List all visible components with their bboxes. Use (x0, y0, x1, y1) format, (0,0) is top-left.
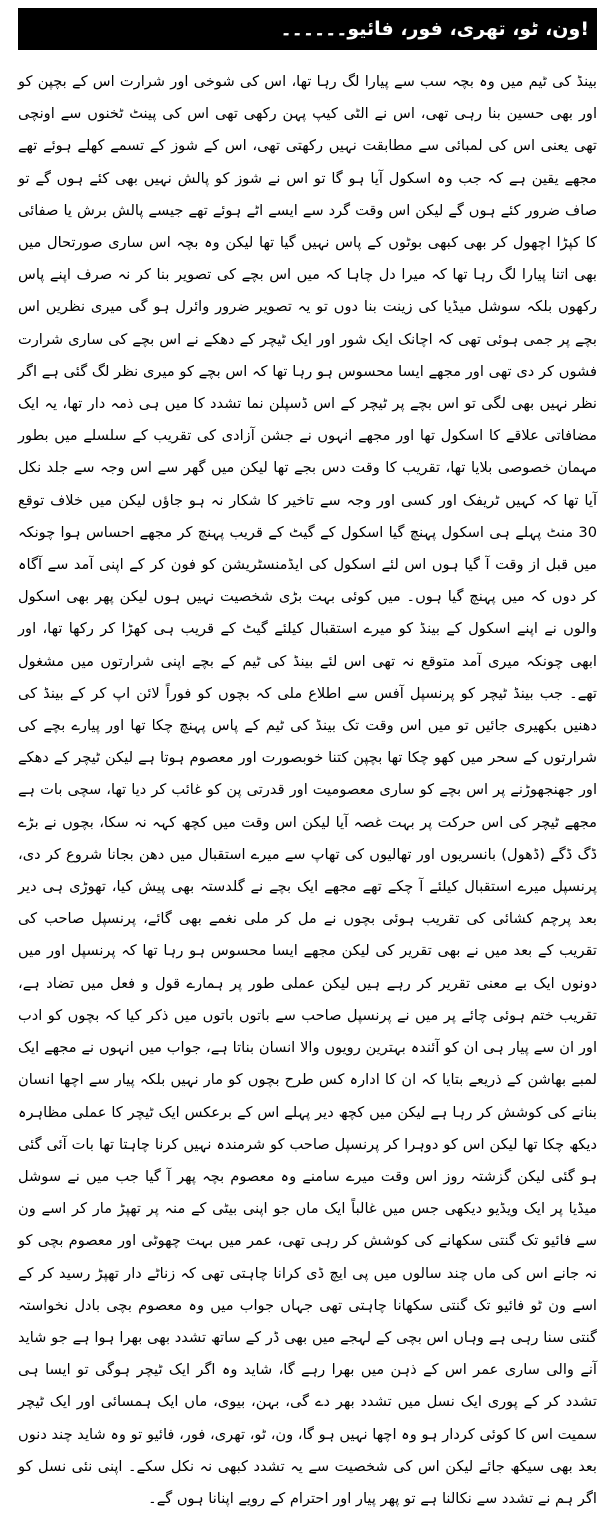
article-body (18, 66, 597, 1515)
article-paragraph: بینڈ کی ٹیم میں وہ بچہ سب سے پیارا لگ رہا تھا، اس کی شوخی اور شرارت اس کے بچپن کو اور بھی حسین بنا رہی تھی، اس نے الٹی کیپ پہن رکھی تھی اس کی پینٹ ٹخنوں سے اونچی تھی یعنی اس کی لمبائی سے مطابقت نہیں رکھتی تھی، اس کے شوز کے تسمے کھلے ہوئے تھے مجھے یقین ہے کہ جب وہ اسکول آیا ہو گا تو اس نے شوز کو پالش نہیں بھی کئے ہوں گے تو صاف ضرور کئے ہوں گے لیکن اس وقت گرد سے ایسے اٹے ہوئے تھے جیسے پالش برش یا صفائی کا کپڑا اچھول کر بھی کبھی بوٹوں کے پاس نہیں گیا تھا لیکن وہ بچہ اس ساری صورتحال میں بھی اتنا پیارا لگ رہا تھا کہ میرا دل چاہا کہ میں اس بچے کی تصویر بنا کر نہ صرف اپنے پاس رکھوں بلکہ سوشل میڈیا کی زینت بنا دوں تو یہ تصویر ضرور وائرل ہو گی میری نظریں اس بچے پر جمی ہوئی تھی کہ اچانک ایک شور اور ایک ٹیچر کے دھکے نے اس بچے کی ساری شرارت فشوں کر دی تھی اور مجھے ایسا محسوس ہو رہا تھا کہ اس بچے کو میری نظر لگ گئی ہے اگر نظر نہیں بھی لگی تو اس بچے پر ٹیچر کے اس ڈسپلن نما تشدد کا میں ہی ذمہ دار تھا، یہ ایک مضافاتی علاقے کا اسکول تھا اور مجھے انہوں نے جشن آزادی کی تقریب کے سلسلے میں بطور مہمان خصوصی بلایا تھا، تقریب کا وقت دس بجے تھا لیکن میں گھر سے اس وجہ سے جلد نکل آیا تھا کہ کہیں ٹریفک اور کسی اور وجہ سے تاخیر کا شکار نہ ہو جاؤں لیکن میں خلاف توقع 30 منٹ پہلے ہی اسکول پہنچ گیا اسکول کے گیٹ کے قریب پہنچ کر مجھے احساس ہوا چونکہ میں قبل از وقت آ گیا ہوں اس لئے اسکول کی ایڈمنسٹریشن کو فون کر کے اپنی آمد سے آگاہ کر دوں کہ میں پہنچ گیا ہوں۔ میں کوئی بہت بڑی شخصیت نہیں ہوں لیکن پھر بھی اسکول والوں نے اپنے اسکول کے بینڈ کو میرے استقبال کیلئے گیٹ کے قریب ہی کھڑا کر رکھا تھا، اور ابھی چونکہ میری آمد متوقع نہ تھی اس لئے بینڈ کی ٹیم کے بچے اپنی شرارتوں میں مشغول تھے۔ جب بینڈ ٹیچر کو پرنسپل آفس سے اطلاع ملی کہ بچوں کو فوراً لائن اپ کر کے بینڈ کی دھنیں بکھیری جائیں تو میں اس وقت تک بینڈ کی ٹیم کے پاس پہنچ چکا تھا اور پیارے بچے کی شرارتوں کے سحر میں کھو چکا تھا بچپن کتنا خوبصورت اور معصوم ہوتا ہے لیکن ٹیچر کے دھکے اور جھنجھوڑنے پر اس بچے کو ساری معصومیت اور قدرتی پن کو غائب کر دیا تھا، سچی بات ہے مجھے ٹیچر کی اس حرکت پر بہت غصہ آیا لیکن اس وقت میں کچھ کہہ نہ سکا، بچوں نے بڑے ڈگ ڈگے (ڈھول) بانسریوں اور تھالیوں کی تھاپ سے میرے استقبال میں دھن بجانا شروع کر دی، پرنسپل میرے استقبال کیلئے آ چکے تھے مجھے ایک بچے نے گلدستہ بھی پیش کیا، تھوڑی ہی دیر بعد پرچم کشائی کی تقریب ہوئی بچوں نے مل کر ملی نغمے بھی گائے، پرنسپل صاحب کی تقریب کے بعد میں نے بھی تقریر کی لیکن مجھے ایسا محسوس ہو رہا تھا کہ پرنسپل اور میں دونوں ایک بے معنی تقریر کر رہے ہیں لیکن عملی طور پر ہمارے قول و فعل میں تضاد ہے، تقریب ختم ہوئی چائے پر میں نے پرنسپل صاحب سے باتوں باتوں میں ذکر کیا کہ بچوں کو ادب اور ان سے پیار ہی ان کو آئندہ بہترین رویوں والا انسان بناتا ہے، جواب میں انہوں نے مجھے ایک لمبے بھاشن کے ذریعے بتایا کہ ان کا ادارہ کس طرح بچوں کو مار نہیں بلکہ پیار سے اچھا انسان بنانے کی کوشش کر رہا ہے لیکن میں کچھ دیر پہلے اس کے برعکس ایک ٹیچر کا عملی مظاہرہ دیکھ چکا تھا لیکن اس کو دوہرا کر پرنسپل صاحب کو شرمندہ نہیں کرنا چاہتا تھا بات آئی گئی ہو گئی لیکن گزشتہ روز اس وقت میرے سامنے وہ معصوم بچہ پھر آ گیا جب میں نے سوشل میڈیا پر ایک ویڈیو دیکھی جس میں غالباً ایک ماں جو اپنی بیٹی کے منہ پر تھپڑ مار کر اسے ون سے فائیو تک گنتی سکھانے کی کوشش کر رہی تھی، عمر میں بہت چھوٹی اور معصوم بچی کو نہ جانے اس کی ماں چند سالوں میں پی ایچ ڈی کرانا چاہتی تھی کہ زناٹے دار تھپڑ رسید کر کے اسے ون ٹو فائیو تک گنتی سکھانا چاہتی تھی جہاں جواب میں وہ معصوم بچی بادل نخواستہ گنتی سنا رہی ہے وہاں اس بچی کے لہجے میں بھی ڈر کے ساتھ تشدد بھی بھرا ہوا ہے جو شاید آنے والی ساری عمر اس کے ذہن میں بھرا رہے گا، شاید وہ اگر ایک ٹیچر ہوگی تو ایسا ہی تشدد کر کے پوری ایک نسل میں تشدد بھر دے گی، بہن، بیوی، ماں ایک ہمسائی اور ایک ٹیچر سمیت اس کا کوئی کردار ہو وہ اچھا نہیں ہو گا، ون، ٹو، تھری، فور، فائیو تو وہ شاید چند دنوں بعد بھی سیکھ جائے لیکن اس کی شخصیت سے یہ تشدد کبھی نہ نکل سکے۔ اپنی نئی نسل کو اگر ہم نے تشدد سے نکالنا ہے تو پھر پیار اور احترام کے رویے اپنانا ہوں گے۔ (18, 73, 597, 1507)
headline-banner (18, 8, 597, 50)
article-headline: !ون، ٹو، تھری، فور، فائیو۔۔۔۔۔۔ (280, 18, 589, 40)
